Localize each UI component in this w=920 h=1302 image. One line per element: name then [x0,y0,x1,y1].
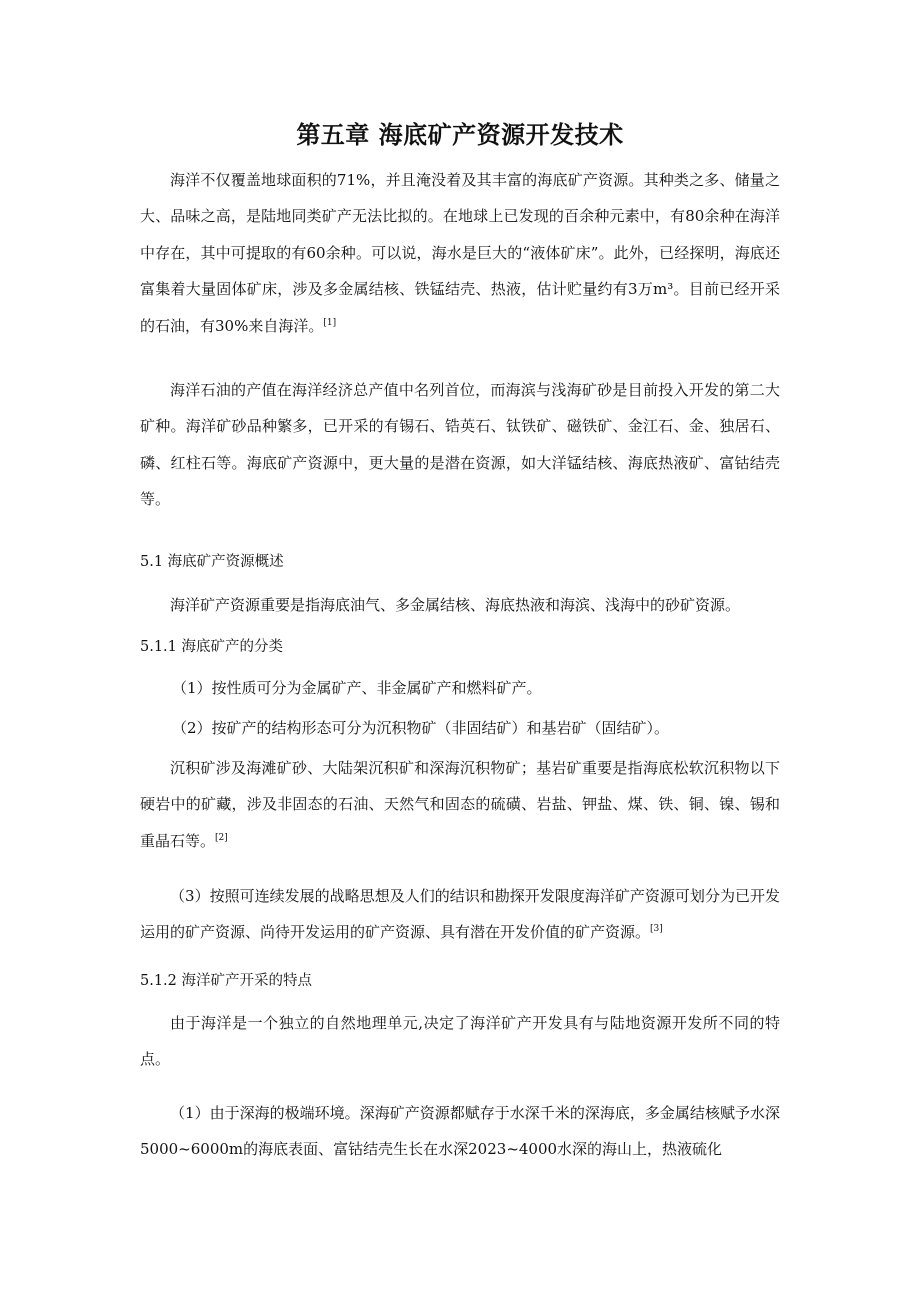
page-title: 第五章 海底矿产资源开发技术 [296,120,624,149]
intro-paragraph-2: 海洋石油的产值在海洋经济总产值中名列首位，而海滨与浅海矿砂是目前投入开发的第二大矿种。海洋矿砂品种繁多，已开采的有锡石、锆英石、钛铁矿、磁铁矿、金江石、金、独居石、磷、红柱石等。海底矿产资源中，更大量的是潜在资源，如大洋锰结核、海底热液矿、富钴结壳等。 [140,381,780,509]
sediment-paragraph [140,750,780,859]
section-5-1-1-heading: 5.1.1 海底矿产的分类 [140,639,284,655]
section-5-1-paragraph: 海洋矿产资源重要是指海底油气、多金属结核、海底热液和海滨、浅海中的砂矿资源。 [170,596,741,614]
intro-paragraph-1 [140,162,780,344]
classification-item-3-text: （3）按照可连续发展的战略思想及人们的结识和勘探开发限度海洋矿产资源可划分为已开发运用的矿产资源、尚待开发运用的矿产资源、具有潜在开发价值的矿产资源。 [140,887,780,942]
section-5-1-heading: 5.1 海底矿产资源概述 [140,554,284,570]
intro-paragraph-1-text: 海洋不仅覆盖地球面积的71%，并且淹没着及其丰富的海底矿产资源。其种类之多、储量之大、品味之高，是陆地同类矿产无法比拟的。在地球上已发现的百余种元素中，有80余种在海洋中存在，其中可提取的有60余种。可以说，海水是巨大的“液体矿床”。此外，已经探明，海底还富集着大量固体矿床，涉及多金属结核、铁锰结壳、热液，估计贮量约有3万m³。目前已经开采的石油，有30%来自海洋。 [140,171,780,335]
classification-item-3 [140,878,780,951]
classification-item-2: （2）按矿产的结构形态可分为沉积物矿（非固结矿）和基岩矿（固结矿）。 [172,719,670,737]
citation-2: [2] [215,832,228,843]
sediment-paragraph-text: 沉积矿涉及海滩矿砂、大陆架沉积矿和深海沉积物矿；基岩矿重要是指海底松软沉积物以下硬岩中的矿藏，涉及非固态的石油、天然气和固态的硫磺、岩盐、钾盐、煤、铁、铜、镍、锡和重晶石等。 [140,759,780,850]
section-5-1-2-paragraph: 由于海洋是一个独立的自然地理单元,决定了海洋矿产开发具有与陆地资源开发所不同的特点。 [140,1014,780,1069]
classification-item-1: （1）按性质可分为金属矿产、非金属矿产和燃料矿产。 [172,679,542,697]
citation-3: [3] [650,924,663,935]
extreme-environment-item: （1）由于深海的极端环境。深海矿产资源都赋存于水深千米的深海底，多金属结核赋予水深5000~6000m的海底表面、富钴结壳生长在水深2023~4000水深的海山上，热液硫化 [140,1104,780,1159]
citation-1: [1] [323,317,337,328]
section-5-1-2-heading: 5.1.2 海洋矿产开采的特点 [140,973,313,989]
